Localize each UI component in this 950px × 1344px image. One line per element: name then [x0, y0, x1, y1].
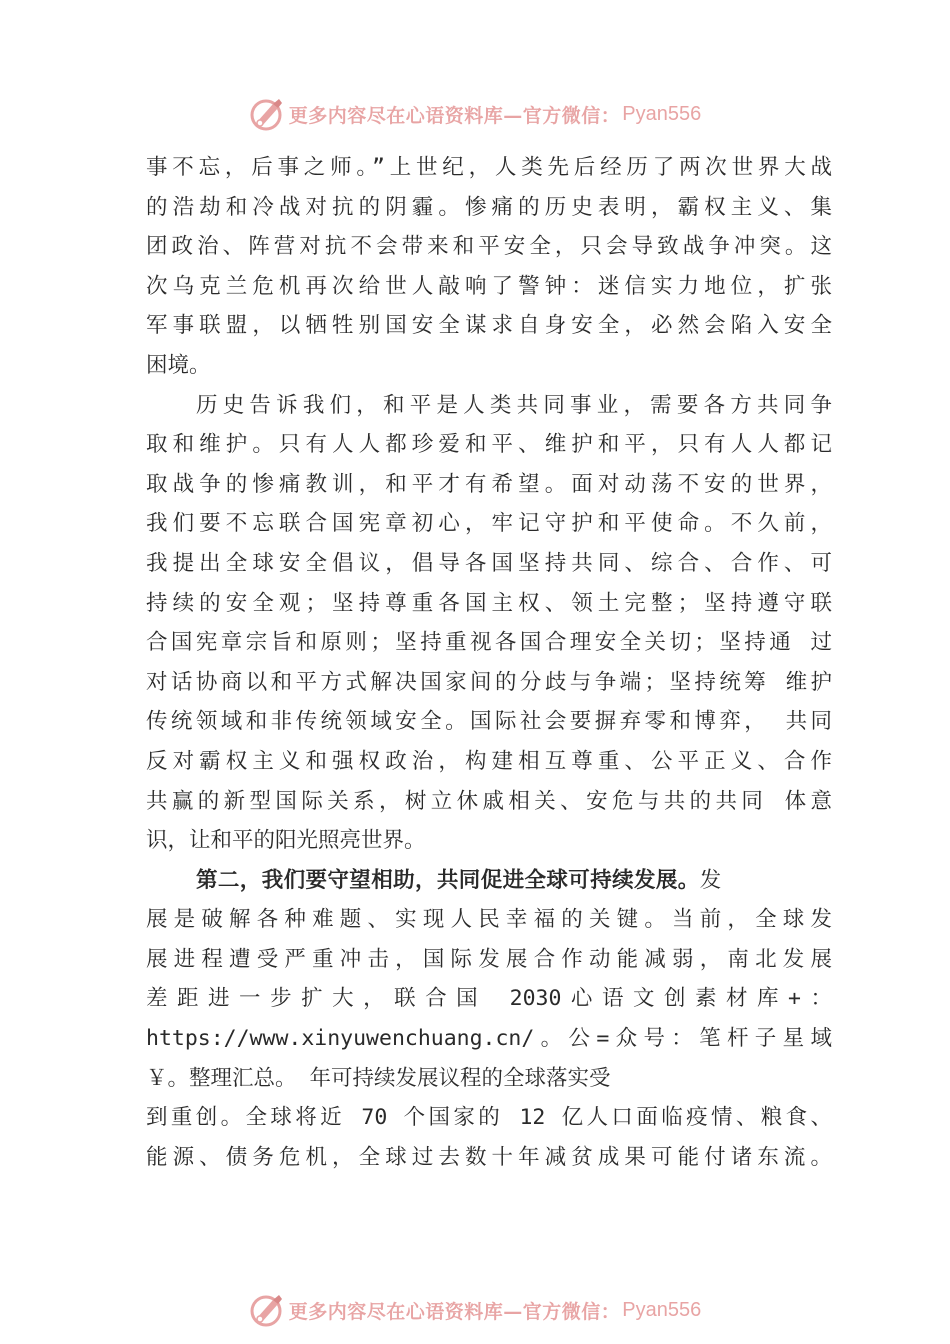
text-line: 我提出全球安全倡议，倡导各国坚持共同、综合、合作、可: [146, 550, 832, 576]
section-heading: 第二，我们要守望相助，共同促进全球可持续发展。: [196, 867, 700, 893]
text-line: 次乌克兰危机再次给世人敲响了警钟：迷信实力地位，扩张: [146, 273, 832, 299]
watermark-logo-icon: [249, 1292, 285, 1328]
text-fragment: 发: [699, 867, 722, 893]
watermark-text: 更多内容尽在心语资料库—官方微信：: [288, 1300, 621, 1323]
text-line: 展是破解各种难题、实现人民幸福的关键。当前，全球发: [146, 907, 832, 933]
text-line: 取和维护。只有人人都珍爱和平、维护和平，只有人人都记: [146, 432, 832, 458]
text-line: 能源、债务危机，全球过去数十年减贫成果可能付诸东流。: [146, 1144, 832, 1170]
text-line: 对话协商以和平方式解决国家间的分歧与争端；坚持统筹 维护: [146, 669, 832, 695]
text-line: 我们要不忘联合国宪章初心，牢记守护和平使命。不久前，: [146, 511, 832, 537]
text-line: ￥。整理汇总。 年可持续发展议程的全球落实受: [146, 1065, 611, 1091]
text-line: 到重创。全球将近 70 个国家的 12 亿人口面临疫情、粮食、: [146, 1105, 832, 1131]
text-line: 共赢的新型国际关系，树立休戚相关、安危与共的共同 体意: [146, 788, 832, 814]
text-line: 差距进一步扩大，联合国 2030心语文创素材库+：: [146, 986, 832, 1012]
watermark-footer: [0, 1290, 950, 1330]
text-line: 事不忘，后事之师。”上世纪，人类先后经历了两次世界大战: [146, 155, 832, 180]
text-line: 取战争的惨痛教训，和平才有希望。面对动荡不安的世界，: [146, 471, 832, 497]
text-line: 反对霸权主义和强权政治，构建相互尊重、公平正义、合作: [146, 748, 832, 774]
text-line: 传统领域和非传统领域安全。国际社会要摒弃零和博弈， 共同: [146, 709, 832, 735]
text-line: 展进程遭受严重冲击，国际发展合作动能减弱，南北发展: [146, 946, 832, 972]
text-line: 历史告诉我们，和平是人类共同事业，需要各方共同争: [196, 392, 832, 418]
text-line: 持续的安全观；坚持尊重各国主权、领土完整；坚持遵守联: [146, 590, 832, 616]
text-line: 合国宪章宗旨和原则；坚持重视各国合理安全关切；坚持通 过: [146, 630, 832, 656]
watermark-header: [0, 94, 950, 134]
watermark-text: 更多内容尽在心语资料库—官方微信：: [288, 104, 621, 127]
text-line: 的浩劫和冷战对抗的阴霾。惨痛的历史表明，霸权主义、集: [146, 194, 832, 220]
text-line: 识，让和平的阳光照亮世界。: [146, 828, 426, 854]
text-line: https://www.xinyuwenchuang.cn/。公=众号：笔杆子星域: [146, 1026, 832, 1052]
watermark-logo-icon: [249, 96, 285, 132]
document-body: [146, 148, 832, 1177]
watermark-wechat-id: Pyan556: [622, 1298, 702, 1321]
section-heading-line: [146, 861, 832, 901]
text-line: 军事联盟，以牺牲别国安全谋求自身安全，必然会陷入安全: [146, 313, 832, 339]
watermark-wechat-id: Pyan556: [622, 102, 702, 125]
text-line: 困境。: [146, 352, 211, 378]
text-line: 团政治、阵营对抗不会带来和平安全，只会导致战争冲突。这: [146, 234, 832, 260]
